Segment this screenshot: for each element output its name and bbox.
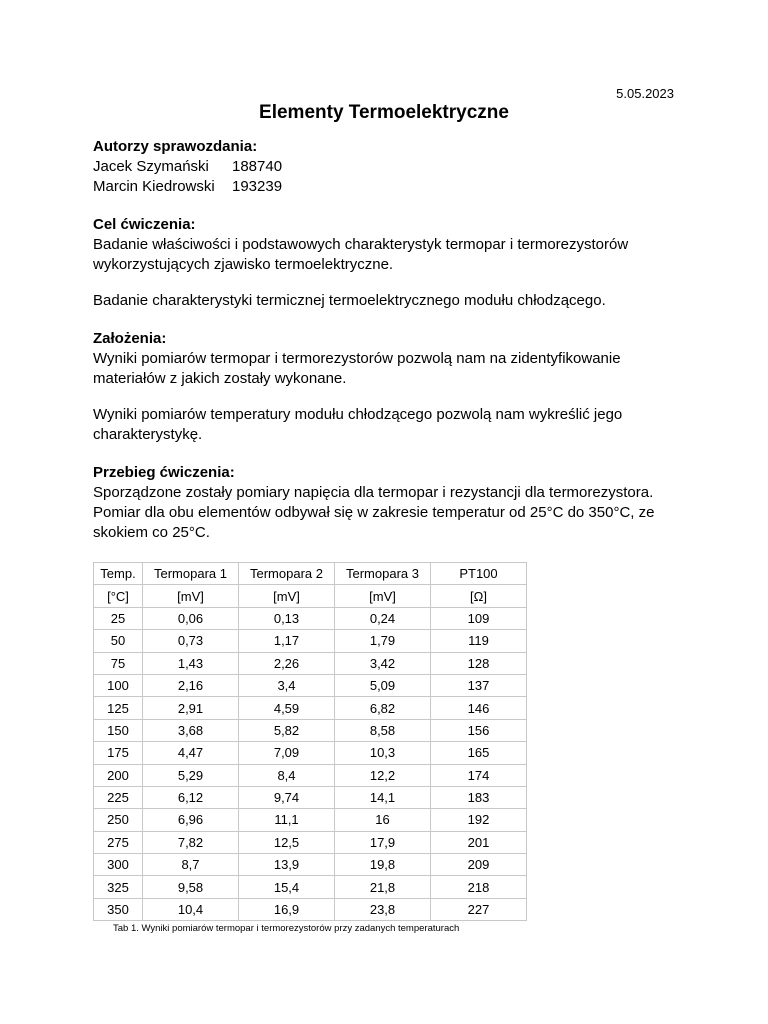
table-cell: 6,12	[143, 786, 239, 808]
table-cell: 12,5	[239, 831, 335, 853]
table-unit-cell: [mV]	[143, 585, 239, 607]
table-cell: 100	[94, 674, 143, 696]
table-cell: 21,8	[335, 876, 431, 898]
table-cell: 3,4	[239, 674, 335, 696]
table-cell: 25	[94, 607, 143, 629]
table-row	[94, 854, 527, 876]
procedure-paragraph-line: Pomiar dla obu elementów odbywał się w zakresie temperatur od 25°C do 350°C, ze	[93, 504, 655, 521]
table-cell: 5,29	[143, 764, 239, 786]
table-cell: 2,91	[143, 697, 239, 719]
table-cell: 13,9	[239, 854, 335, 876]
table-cell: 175	[94, 742, 143, 764]
table-cell: 109	[431, 607, 527, 629]
table-cell: 7,09	[239, 742, 335, 764]
table-row	[94, 809, 527, 831]
table-header-cell: Termopara 3	[335, 563, 431, 585]
table-cell: 75	[94, 652, 143, 674]
table-cell: 14,1	[335, 786, 431, 808]
table-row	[94, 742, 527, 764]
goal-heading: Cel ćwiczenia:	[93, 216, 196, 233]
table-unit-cell: [mV]	[335, 585, 431, 607]
table-row	[94, 898, 527, 920]
procedure-paragraph-line: Sporządzone zostały pomiary napięcia dla termopar i rezystancji dla termorezystora.	[93, 484, 654, 501]
table-row	[94, 652, 527, 674]
table-cell: 3,42	[335, 652, 431, 674]
table-cell: 50	[94, 630, 143, 652]
author-id: 188740	[232, 158, 283, 175]
table-cell: 183	[431, 786, 527, 808]
table-cell: 156	[431, 719, 527, 741]
table-cell: 0,73	[143, 630, 239, 652]
table-cell: 119	[431, 630, 527, 652]
table-row	[94, 607, 527, 629]
table-row	[94, 831, 527, 853]
table-unit-cell: [mV]	[239, 585, 335, 607]
table-cell: 16	[335, 809, 431, 831]
table-cell: 250	[94, 809, 143, 831]
table-cell: 3,68	[143, 719, 239, 741]
table-cell: 150	[94, 719, 143, 741]
table-row	[94, 719, 527, 741]
table-cell: 5,09	[335, 674, 431, 696]
document-body	[93, 137, 683, 543]
table-cell: 200	[94, 764, 143, 786]
table-cell: 165	[431, 742, 527, 764]
table-cell: 4,59	[239, 697, 335, 719]
table-units-row	[94, 585, 527, 607]
table-cell: 325	[94, 876, 143, 898]
table-cell: 1,17	[239, 630, 335, 652]
table-cell: 23,8	[335, 898, 431, 920]
table-unit-cell: [°C]	[94, 585, 143, 607]
table-header-cell: PT100	[431, 563, 527, 585]
table-cell: 12,2	[335, 764, 431, 786]
table-cell: 1,79	[335, 630, 431, 652]
assumptions-paragraph-line: Wyniki pomiarów temperatury modułu chłodzącego pozwolą nam wykreślić jego	[93, 406, 623, 423]
author-id: 193239	[232, 178, 283, 195]
table-cell: 6,82	[335, 697, 431, 719]
table-cell: 10,3	[335, 742, 431, 764]
procedure-heading: Przebieg ćwiczenia:	[93, 464, 235, 481]
table-cell: 0,06	[143, 607, 239, 629]
table-row	[94, 876, 527, 898]
table-cell: 9,74	[239, 786, 335, 808]
table-header-cell: Termopara 1	[143, 563, 239, 585]
table-cell: 15,4	[239, 876, 335, 898]
table-row	[94, 674, 527, 696]
table-cell: 125	[94, 697, 143, 719]
table-header-cell: Temp.	[94, 563, 143, 585]
goal-paragraph-2: Badanie charakterystyki termicznej termoelektrycznego modułu chłodzącego.	[93, 292, 606, 309]
table-cell: 1,43	[143, 652, 239, 674]
table-cell: 2,26	[239, 652, 335, 674]
procedure-paragraph-line: skokiem co 25°C.	[93, 524, 210, 541]
table-cell: 209	[431, 854, 527, 876]
table-cell: 7,82	[143, 831, 239, 853]
table-cell: 19,8	[335, 854, 431, 876]
table-cell: 16,9	[239, 898, 335, 920]
authors-heading: Autorzy sprawozdania:	[93, 138, 258, 155]
table-cell: 8,4	[239, 764, 335, 786]
table-cell: 0,13	[239, 607, 335, 629]
table-cell: 9,58	[143, 876, 239, 898]
table-cell: 146	[431, 697, 527, 719]
table-cell: 275	[94, 831, 143, 853]
table-caption: Tab 1. Wyniki pomiarów termopar i termorezystorów przy zadanych temperaturach	[113, 923, 460, 934]
table-cell: 192	[431, 809, 527, 831]
assumptions-paragraph-line: charakterystykę.	[93, 426, 203, 443]
table-cell: 225	[94, 786, 143, 808]
goal-paragraph-line: Badanie właściwości i podstawowych charakterystyk termopar i termorezystorów	[93, 236, 629, 253]
document-date: 5.05.2023	[616, 86, 674, 101]
table-cell: 5,82	[239, 719, 335, 741]
table-row	[94, 697, 527, 719]
authors-list	[93, 157, 683, 197]
table-cell: 8,58	[335, 719, 431, 741]
table-header-cell: Termopara 2	[239, 563, 335, 585]
table-cell: 4,47	[143, 742, 239, 764]
author-name: Marcin Kiedrowski	[93, 178, 215, 195]
assumptions-paragraph-line: Wyniki pomiarów termopar i termorezystorów pozwolą nam na zidentyfikowanie	[93, 350, 621, 367]
goal-paragraph-line: wykorzystujących zjawisko termoelektryczne.	[93, 256, 394, 273]
table-cell: 11,1	[239, 809, 335, 831]
table-cell: 2,16	[143, 674, 239, 696]
table-cell: 350	[94, 898, 143, 920]
table-row	[94, 764, 527, 786]
table-header-row	[94, 563, 527, 585]
table-cell: 218	[431, 876, 527, 898]
table-cell: 0,24	[335, 607, 431, 629]
table-cell: 8,7	[143, 854, 239, 876]
table-cell: 137	[431, 674, 527, 696]
table-cell: 300	[94, 854, 143, 876]
table-cell: 201	[431, 831, 527, 853]
table-cell: 227	[431, 898, 527, 920]
author-name: Jacek Szymański	[93, 158, 209, 175]
table-cell: 174	[431, 764, 527, 786]
table-cell: 128	[431, 652, 527, 674]
assumptions-heading: Założenia:	[93, 330, 167, 347]
assumptions-paragraph-line: materiałów z jakich zostały wykonane.	[93, 370, 347, 387]
document-title: Elementy Termoelektryczne	[259, 102, 509, 123]
table-row	[94, 786, 527, 808]
table-row	[94, 630, 527, 652]
table-unit-cell: [Ω]	[431, 585, 527, 607]
table-cell: 10,4	[143, 898, 239, 920]
table-cell: 17,9	[335, 831, 431, 853]
table-cell: 6,96	[143, 809, 239, 831]
measurements-table	[93, 562, 527, 921]
